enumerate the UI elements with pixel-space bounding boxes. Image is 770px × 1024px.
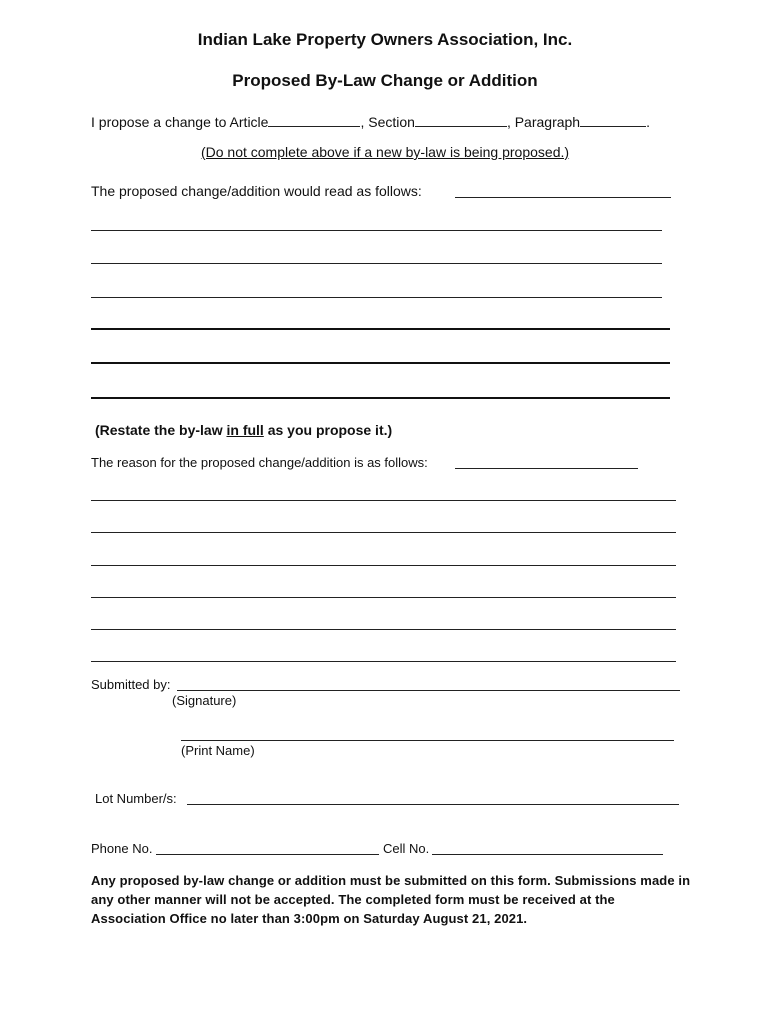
section-label: , Section	[360, 114, 415, 130]
change-first-line-field[interactable]	[455, 197, 671, 198]
new-bylaw-note: (Do not complete above if a new by-law is being proposed.)	[200, 144, 570, 160]
reason-line-2[interactable]	[91, 532, 676, 533]
article-label: I propose a change to Article	[91, 114, 269, 130]
article-line-end: .	[646, 114, 650, 130]
signature-field[interactable]	[177, 690, 680, 691]
print-name-label: (Print Name)	[181, 743, 255, 758]
change-line-1[interactable]	[91, 230, 662, 231]
submission-notice: Any proposed by-law change or addition must be submitted on this form. Submissions made in any other manner will not be accepted. The completed form must be received at the Association Office no later than 3:00pm on Saturday August 21, 2021.	[91, 873, 691, 926]
change-line-5[interactable]	[91, 362, 670, 364]
reason-line-1[interactable]	[91, 500, 676, 501]
organization-title: Indian Lake Property Owners Association, Inc.	[197, 30, 573, 49]
article-field[interactable]	[268, 114, 360, 127]
restate-before: (Restate the by-law	[95, 422, 227, 438]
lot-number-field[interactable]	[187, 804, 679, 805]
change-prompt-line	[91, 183, 422, 199]
reason-line-4[interactable]	[91, 597, 676, 598]
lot-number-label: Lot Number/s:	[95, 791, 177, 806]
reason-line-5[interactable]	[91, 629, 676, 630]
section-field[interactable]	[415, 114, 507, 127]
cell-label: Cell No.	[383, 841, 430, 856]
paragraph-label: , Paragraph	[506, 114, 581, 130]
phone-label: Phone No.	[91, 841, 153, 856]
submitted-by-label: Submitted by:	[91, 677, 171, 692]
form-title: Proposed By-Law Change or Addition	[232, 71, 538, 90]
change-line-3[interactable]	[91, 297, 662, 298]
restate-after: as you propose it.)	[263, 422, 393, 438]
cell-field[interactable]	[432, 854, 663, 855]
article-line	[91, 114, 650, 130]
reason-line-6[interactable]	[91, 661, 676, 662]
change-line-2[interactable]	[91, 263, 662, 264]
reason-line-3[interactable]	[91, 565, 676, 566]
paragraph-field[interactable]	[580, 114, 646, 127]
change-line-6[interactable]	[91, 397, 670, 399]
signature-label: (Signature)	[172, 693, 237, 708]
restate-instruction	[95, 422, 392, 438]
change-prompt: The proposed change/addition would read as follows:	[91, 183, 422, 199]
print-name-field[interactable]	[181, 740, 674, 741]
change-line-4[interactable]	[91, 328, 670, 330]
phone-field[interactable]	[156, 854, 379, 855]
reason-prompt: The reason for the proposed change/addition is as follows:	[91, 455, 428, 470]
reason-first-line-field[interactable]	[455, 468, 638, 469]
restate-emphasis: in full	[226, 422, 264, 438]
